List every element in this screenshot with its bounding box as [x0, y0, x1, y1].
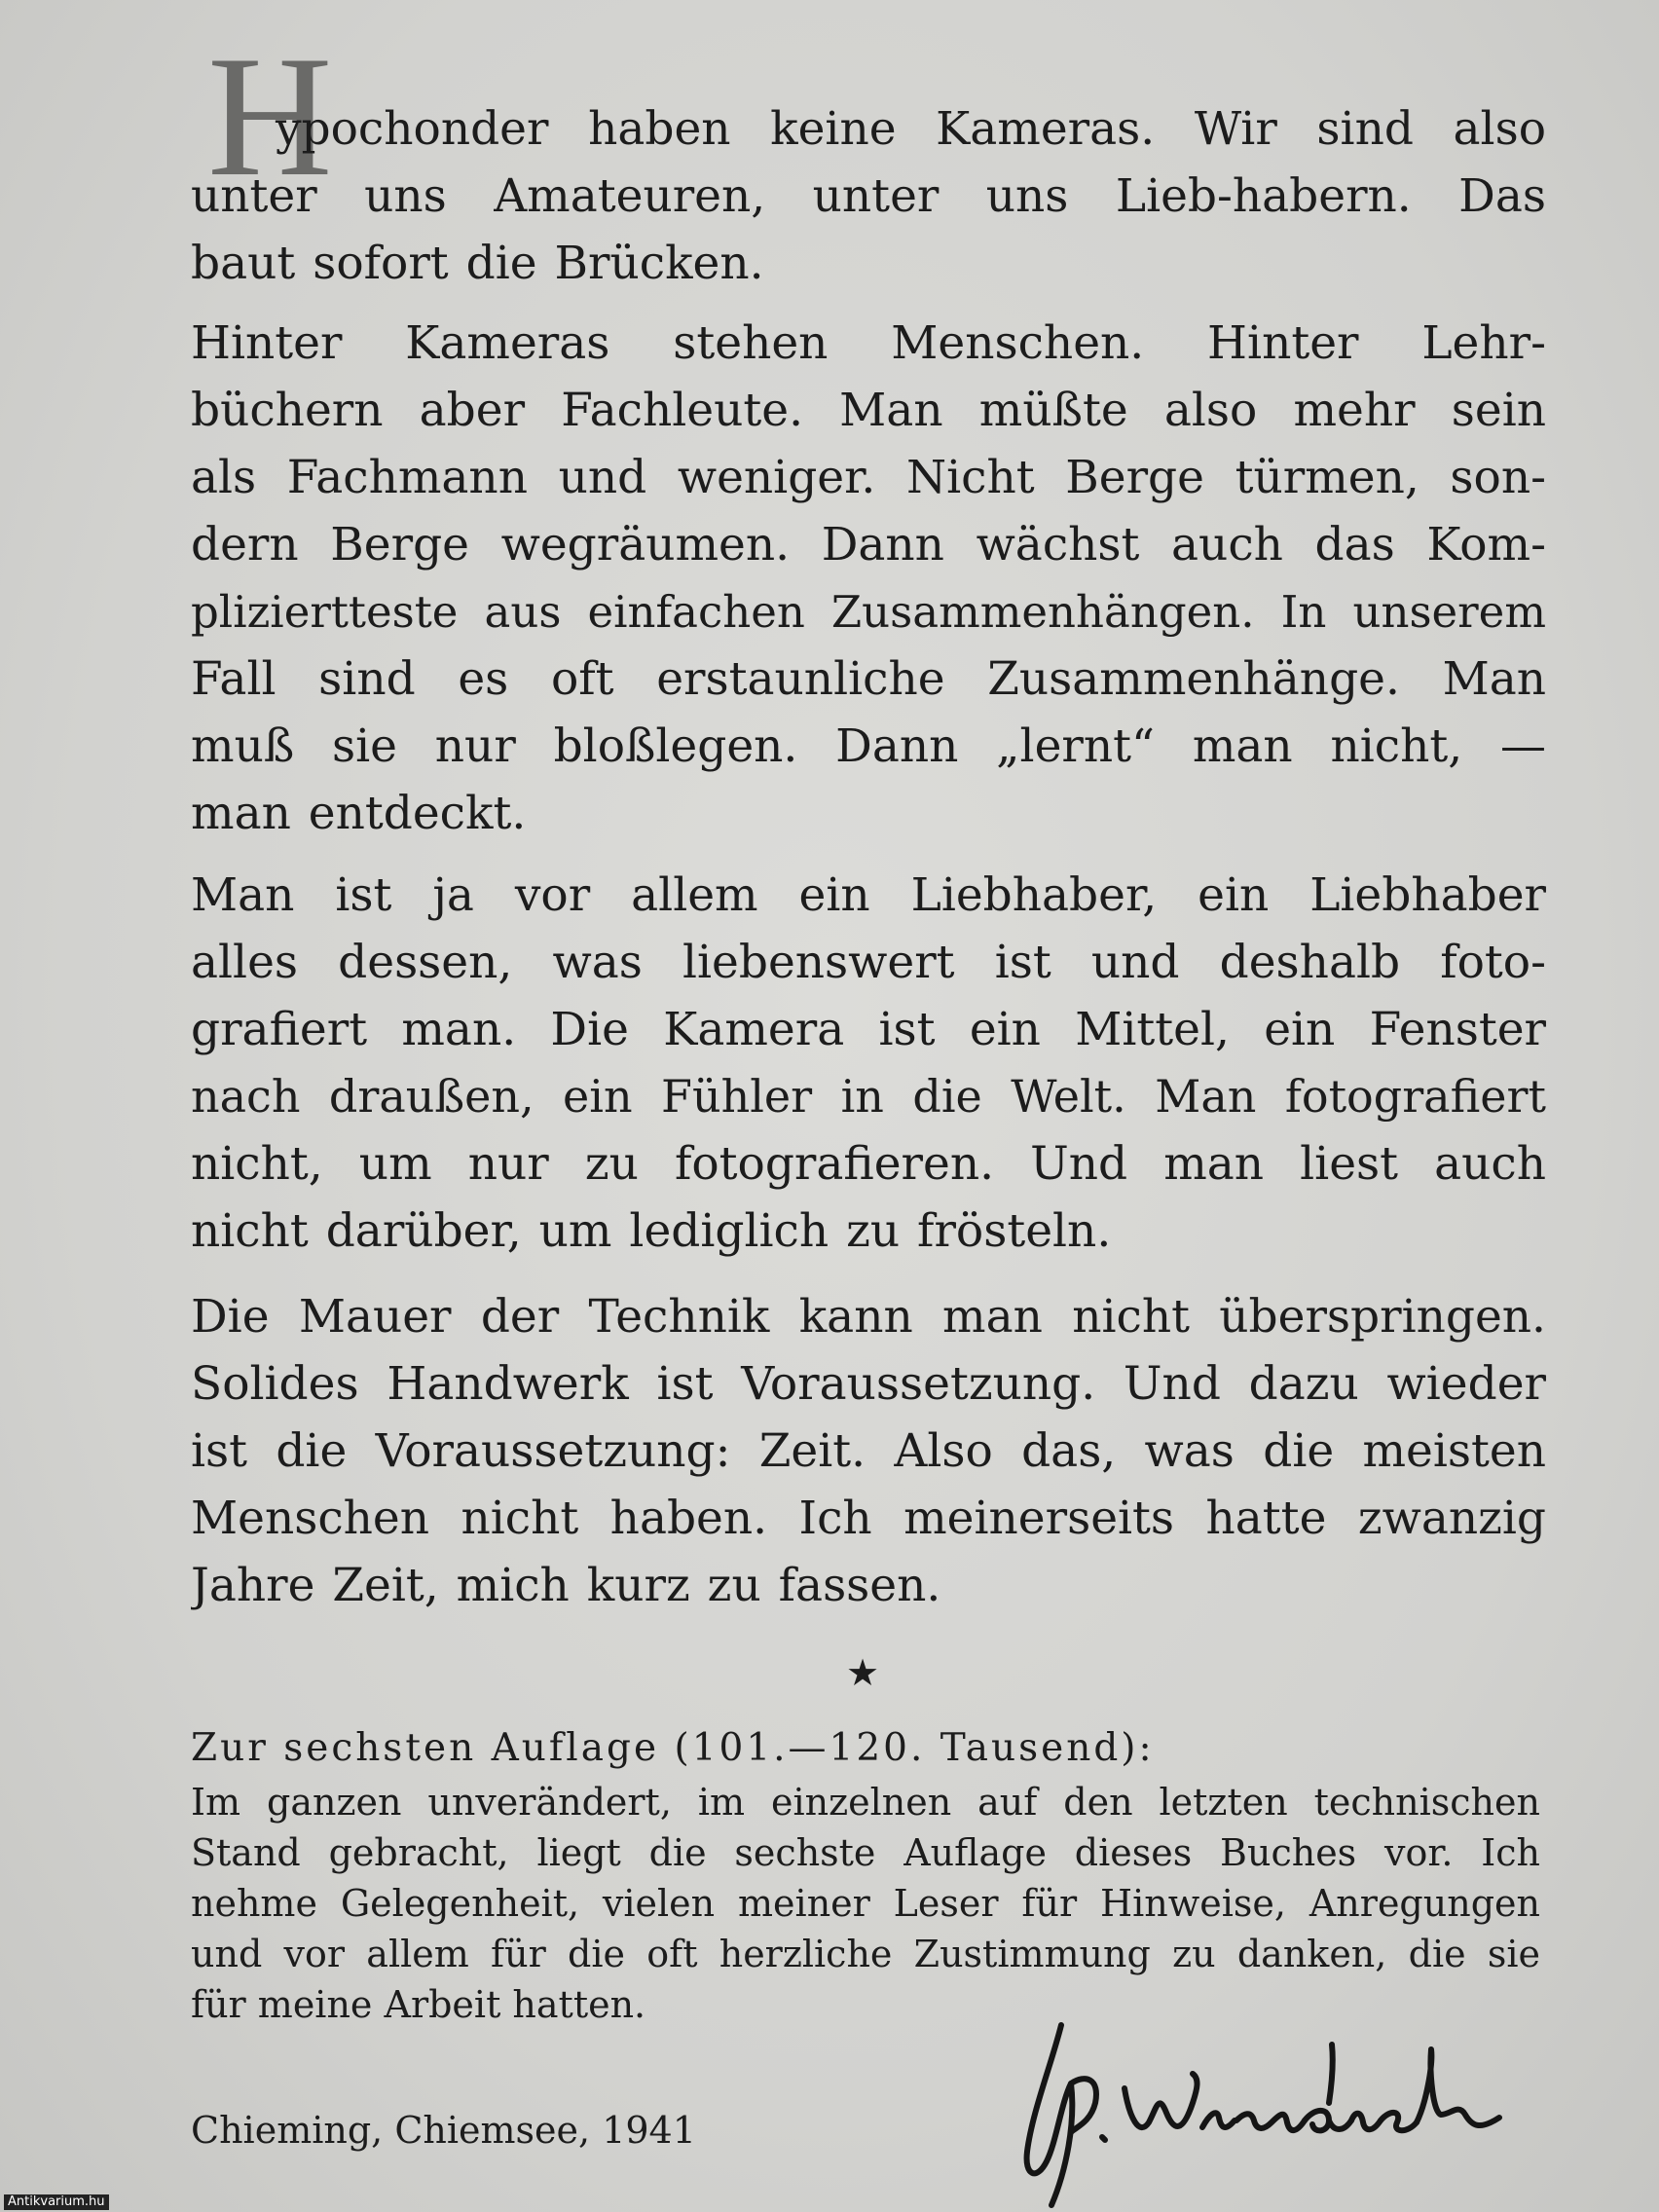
text-line: Fall sind es oft erstaunliche Zusammenhänge. Man [191, 652, 1546, 706]
text-line: Die Mauer der Technik kann man nicht überspringen. [191, 1290, 1546, 1344]
watermark-label: Antikvarium.hu [4, 2194, 109, 2210]
text-line: ist die Voraussetzung: Zeit. Also das, was die meisten [191, 1424, 1546, 1478]
text-line: büchern aber Fachleute. Man müßte also mehr sein [191, 384, 1546, 437]
signature-stroke [1202, 2113, 1235, 2127]
signature-stroke [1351, 2114, 1381, 2130]
text-line: baut sofort die Brücken. [191, 237, 764, 290]
signature-stroke [1124, 2074, 1198, 2127]
text-line: man entdeckt. [191, 787, 527, 840]
signature [993, 2006, 1538, 2210]
text-line: Jahre Zeit, mich kurz zu fassen. [191, 1559, 941, 1612]
note-line: nehme Gelegenheit, vielen meiner Leser für Hinweise, Anregungen [191, 1882, 1540, 1925]
section-separator: ★ [845, 1651, 880, 1694]
paragraph-4 [191, 1283, 1546, 1619]
note-line: und vor allem für die oft herzliche Zustimmung zu danken, die sie [191, 1933, 1540, 1975]
text-line: pliziertteste aus einfachen Zusammenhängen. In unserem [191, 586, 1546, 638]
text-line: ypochonder haben keine Kameras. Wir sind also [276, 102, 1546, 156]
text-line: unter uns Amateuren, unter uns Lieb-habern. Das [191, 169, 1546, 223]
paragraph-2 [191, 310, 1546, 847]
text-line: nach draußen, ein Fühler in die Welt. Man fotografiert [191, 1070, 1546, 1123]
signature-stroke [1236, 2114, 1305, 2130]
signature-stroke [1102, 2137, 1105, 2140]
drop-cap: H [207, 19, 333, 212]
signature-stroke [1305, 2045, 1351, 2130]
edition-note-heading: Zur sechsten Auflage (101.—120. Tausend): [191, 1726, 1155, 1770]
text-line: nicht, um nur zu fotografieren. Und man liest auch [191, 1137, 1546, 1191]
edition-note [191, 1777, 1540, 2030]
text-line: Solides Handwerk ist Voraussetzung. Und dazu wieder [191, 1357, 1546, 1411]
place-date: Chieming, Chiemsee, 1941 [191, 2109, 696, 2152]
text-line: grafiert man. Die Kamera ist ein Mittel, ein Fenster [191, 1003, 1546, 1056]
text-line: dern Berge wegräumen. Dann wächst auch das Kom- [191, 518, 1546, 571]
text-line: als Fachmann und weniger. Nicht Berge türmen, son- [191, 451, 1546, 504]
note-line: für meine Arbeit hatten. [191, 1983, 646, 2026]
text-line: Hinter Kameras stehen Menschen. Hinter Lehr- [191, 316, 1546, 370]
text-line: nicht darüber, um lediglich zu frösteln. [191, 1204, 1112, 1258]
text-line: Man ist ja vor allem ein Liebhaber, ein Liebhaber [191, 868, 1546, 922]
note-line: Im ganzen unverändert, im einzelnen auf den letzten technischen [191, 1781, 1540, 1824]
signature-stroke [1381, 2113, 1417, 2130]
signature-stroke [1027, 2025, 1073, 2205]
text-line: alles dessen, was liebenswert ist und deshalb foto- [191, 936, 1546, 989]
note-line: Stand gebracht, liegt die sechste Auflage dieses Buches vor. Ich [191, 1831, 1540, 1874]
text-line: muß sie nur bloßlegen. Dann „lernt“ man nicht, — [191, 719, 1546, 773]
paragraph-1 [191, 95, 1546, 297]
paragraph-3 [191, 862, 1546, 1265]
signature-stroke [1417, 2049, 1499, 2125]
text-line: Menschen nicht haben. Ich meinerseits hatte zwanzig [191, 1492, 1546, 1545]
